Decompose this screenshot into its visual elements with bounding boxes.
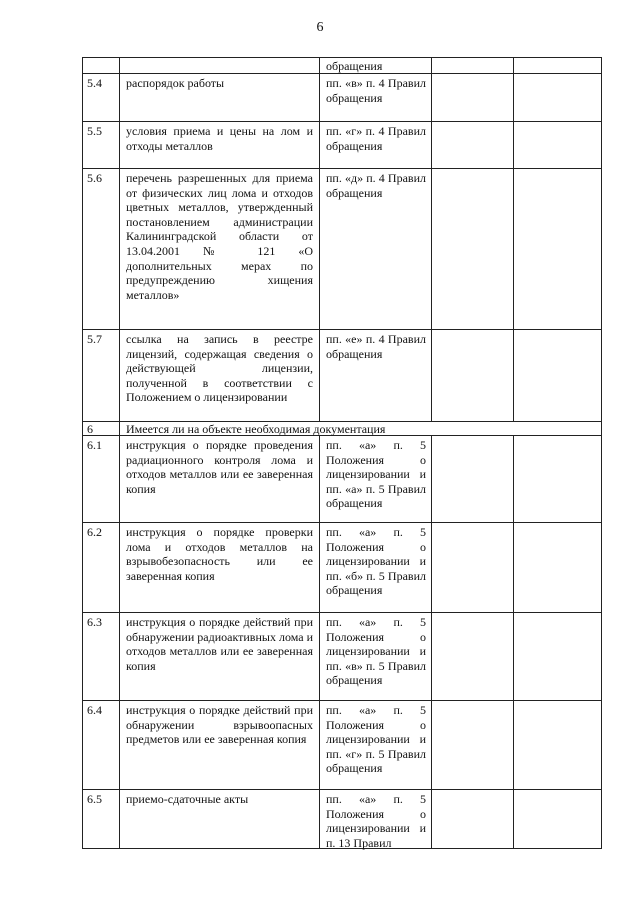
legal-reference: пп. «а» п. 5 Положения о лицензировании и п. 13 Правил <box>320 790 432 848</box>
table-row <box>82 436 602 523</box>
table-row <box>82 122 602 169</box>
requirement-text <box>120 58 320 73</box>
legal-reference: пп. «а» п. 5 Положения о лицензировании и пп. «г» п. 5 Правил обращения <box>320 701 432 789</box>
row-number: 5.7 <box>83 330 120 421</box>
table-row <box>82 613 602 701</box>
table-row <box>82 330 602 422</box>
empty-cell <box>432 790 514 848</box>
legal-reference: пп. «а» п. 5 Положения о лицензировании и пп. «а» п. 5 Правил обращения <box>320 436 432 522</box>
row-number <box>83 58 120 73</box>
legal-reference: обращения <box>320 58 432 73</box>
row-number: 6.5 <box>83 790 120 848</box>
table-row <box>82 523 602 613</box>
legal-reference: пп. «а» п. 5 Положения о лицензировании и пп. «б» п. 5 Правил обращения <box>320 523 432 612</box>
row-number: 6.2 <box>83 523 120 612</box>
requirement-text: инструкция о порядке проверки лома и отходов металлов на взрывобезопасность или ее заверенная копия <box>120 523 320 612</box>
requirement-text: ссылка на запись в реестре лицензий, содержащая сведения о действующей лицензии, полученной в соответствии с Положением о лицензировании <box>120 330 320 421</box>
table-row <box>82 74 602 122</box>
row-number: 5.4 <box>83 74 120 121</box>
table-row <box>82 790 602 849</box>
row-number: 5.6 <box>83 169 120 329</box>
requirement-text: инструкция о порядке проведения радиационного контроля лома и отходов металлов или ее заверенная копия <box>120 436 320 522</box>
empty-cell <box>432 169 514 329</box>
empty-cell <box>432 523 514 612</box>
empty-cell <box>432 330 514 421</box>
requirement-text: приемо-сдаточные акты <box>120 790 320 848</box>
empty-cell <box>432 58 514 73</box>
legal-reference: пп. «д» п. 4 Правил обращения <box>320 169 432 329</box>
empty-cell <box>514 169 601 329</box>
empty-cell <box>514 523 601 612</box>
checklist-table <box>82 57 602 849</box>
empty-cell <box>514 330 601 421</box>
page-number: 6 <box>316 20 324 35</box>
empty-cell <box>432 74 514 121</box>
row-number: 5.5 <box>83 122 120 168</box>
section-number: 6 <box>83 422 120 435</box>
row-number: 6.1 <box>83 436 120 522</box>
empty-cell <box>432 122 514 168</box>
requirement-text: перечень разрешенных для приема от физических лиц лома и отходов цветных металлов, утвержденный постановлением администрации Калининградской области от 13.04.2001 № 121 «О дополнительных мерах по предупреждению хищения металлов» <box>120 169 320 329</box>
requirement-text: условия приема и цены на лом и отходы металлов <box>120 122 320 168</box>
empty-cell <box>514 122 601 168</box>
table-row <box>82 169 602 330</box>
legal-reference: пп. «в» п. 4 Правил обращения <box>320 74 432 121</box>
empty-cell <box>514 613 601 700</box>
legal-reference: пп. «а» п. 5 Положения о лицензировании и пп. «в» п. 5 Правил обращения <box>320 613 432 700</box>
requirement-text: инструкция о порядке действий при обнаружении радиоактивных лома и отходов металлов или ее заверенная копия <box>120 613 320 700</box>
empty-cell <box>514 790 601 848</box>
row-number: 6.3 <box>83 613 120 700</box>
empty-cell <box>514 701 601 789</box>
table-row <box>82 701 602 790</box>
empty-cell <box>514 436 601 522</box>
empty-cell <box>432 701 514 789</box>
table-row <box>82 57 602 74</box>
row-number: 6.4 <box>83 701 120 789</box>
legal-reference: пп. «г» п. 4 Правил обращения <box>320 122 432 168</box>
requirement-text: инструкция о порядке действий при обнаружении взрывоопасных предметов или ее заверенная копия <box>120 701 320 789</box>
empty-cell <box>432 436 514 522</box>
empty-cell <box>514 74 601 121</box>
empty-cell <box>432 613 514 700</box>
section-header-row <box>82 422 602 436</box>
requirement-text: распорядок работы <box>120 74 320 121</box>
section-title: Имеется ли на объекте необходимая документация <box>126 422 386 436</box>
empty-cell <box>514 58 601 73</box>
legal-reference: пп. «е» п. 4 Правил обращения <box>320 330 432 421</box>
